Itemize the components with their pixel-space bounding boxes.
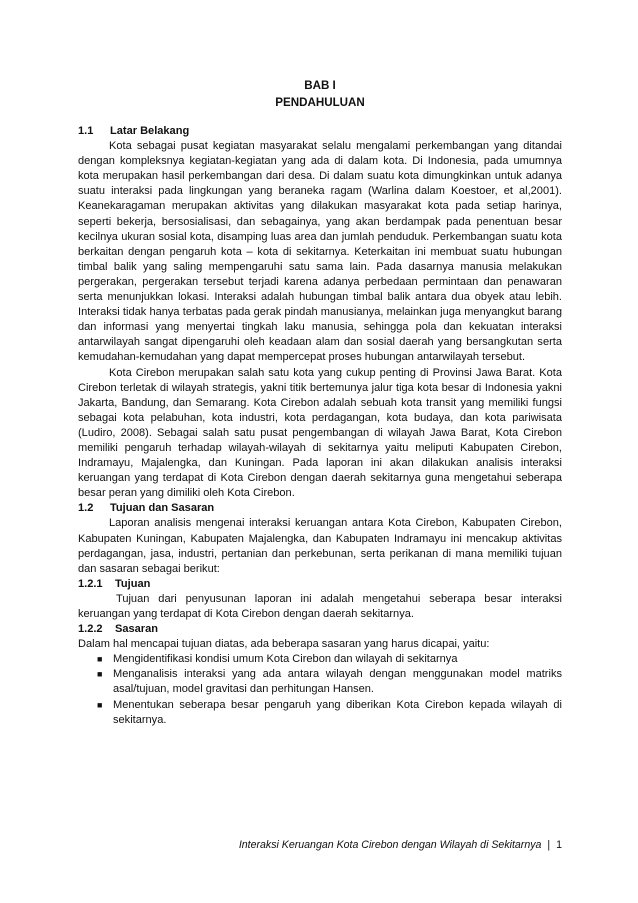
section-title: Tujuan [115,577,151,590]
footer-separator: | [547,839,551,851]
section-number: 1.2.2 [78,623,103,636]
paragraph-sasaran-intro: Dalam hal mencapai tujuan diatas, ada beberapa sasaran yang harus dicapai, yaitu: [78,638,490,651]
page-content [78,77,562,728]
section-heading-1-2-1 [78,577,562,592]
paragraph-latar-belakang-2: Kota Cirebon merupakan salah satu kota yang cukup penting di Provinsi Jawa Barat. Kota Cirebon terletak di wilayah strategis, yakni titik bertemunya jalur tiga kota besar di Indonesia yakni Jakarta, Bandung, dan Semarang. Kota Cirebon adalah sebuah kota transit yang memiliki fungsi sebagai kota pelabuhan, kota industri, kota perdagangan, kota budaya, dan kota pariwisata (Ludiro, 2008). Sebagai salah satu pusat pengembangan di wilayah Jawa Barat, Kota Cirebon memiliki pengaruh terhadap wilayah-wilayah di sekitarnya yaitu meliputi Kabupaten Cirebon, Indramayu, Majalengka, dan Kuningan. Pada laporan ini akan dilakukan analisis interaksi keruangan yang terdapat di Kota Cirebon dengan daerah sekitarnya guna mengetahui seberapa besar peran yang dimiliki oleh Kota Cirebon. [78,366,562,500]
paragraph-tujuan-sasaran: Laporan analisis mengenai interaksi keruangan antara Kota Cirebon, Kabupaten Cirebon, Kabupaten Kuningan, Kabupaten Majalengka, dan Kabupaten Indramayu ini mencakup aktivitas perdagangan, jasa, industri, pertanian dan perkebunan, serta perikanan di mana memiliki tujuan dan sasaran sebagai berikut: [78,517,562,575]
list-item-text: Menganalisis interaksi yang ada antara wilayah dengan menggunakan model matriks asal/tujuan, model gravitasi dan perhitungan Hansen. [113,668,562,696]
square-bullet-icon: ■ [97,699,103,710]
list-item-text: Mengidentifikasi kondisi umum Kota Cirebon dan wilayah di sekitarnya [113,653,458,666]
list-item [78,698,562,728]
square-bullet-icon: ■ [97,669,103,680]
section-heading-1-2 [78,501,562,516]
chapter-title: PENDAHULUAN [275,96,365,109]
section-number: 1.1 [78,125,94,137]
page-footer [0,839,562,851]
section-title: Tujuan dan Sasaran [110,502,215,515]
list-item-text: Menentukan seberapa besar pengaruh yang diberikan Kota Cirebon kepada wilayah di sekitarnya. [113,698,562,726]
page-number: 1 [556,839,562,851]
running-title: Interaksi Keruangan Kota Cirebon dengan Wilayah di Sekitarnya [238,839,542,851]
paragraph-latar-belakang-1: Kota sebagai pusat kegiatan masyarakat selalu mengalami perkembangan yang ditandai dengan kompleksnya kegiatan-kegiatan yang ada di dalam kota. Di Indonesia, pada umumnya kota merupakan hasil perkembangan dari desa. Di dalam suatu kota dimungkinkan untuk adanya suatu interaksi pada lingkungan yang beraneka ragam (Warlina dalam Koestoer, et al,2001). Keanekaragaman merupakan aktivitas yang dilakukan masyarakat kota pada setiap harinya, seperti bekerja, bersosialisasi, dan sebagainya, yang akan berdampak pada penentuan besar kecilnya ukuran sosial kota, disamping luas area dan jumlah penduduk. Perkembangan suatu kota berkaitan dengan pengaruh kota – kota di sekitarnya. Keterkaitan ini membuat suatu hubungan timbal balik yang saling mempengaruhi satu sama lain. Pada dasarnya manusia melakukan pergerakan, pergerakan tersebut terjadi karena adanya perbedaan permintaan dan penawaran serta menunjukkan lokasi. Interaksi adalah hubungan timbal balik antara dua obyek atau lebih. Interaksi tidak hanya terbatas pada gerak pindah manusianya, melainkan juga menyangkut barang dan informasi yang menyertai tingkah laku manusia, sehingga pola dan kekuatan interaksi antarwilayah sangat dipengaruhi oleh keadaan alam dan sosial daerah yang bersangkutan serta kemudahan-kemudahan yang dapat mempercepat proses hubungan antarwilayah tersebut. [78,140,562,364]
section-title: Latar Belakang [110,125,190,137]
paragraph-tujuan: Tujuan dari penyusunan laporan ini adalah mengetahui seberapa besar interaksi keruangan yang terdapat di Kota Cirebon dengan daerah sekitarnya. [78,592,562,620]
section-number: 1.2 [78,502,94,515]
section-title: Sasaran [115,623,158,636]
list-item [78,667,562,697]
section-heading-1-1 [78,124,562,139]
square-bullet-icon: ■ [97,654,103,665]
sasaran-list [78,652,562,727]
section-heading-1-2-2 [78,622,562,637]
section-number: 1.2.1 [78,577,103,590]
list-item [78,652,562,667]
chapter-label: BAB I [304,79,336,92]
